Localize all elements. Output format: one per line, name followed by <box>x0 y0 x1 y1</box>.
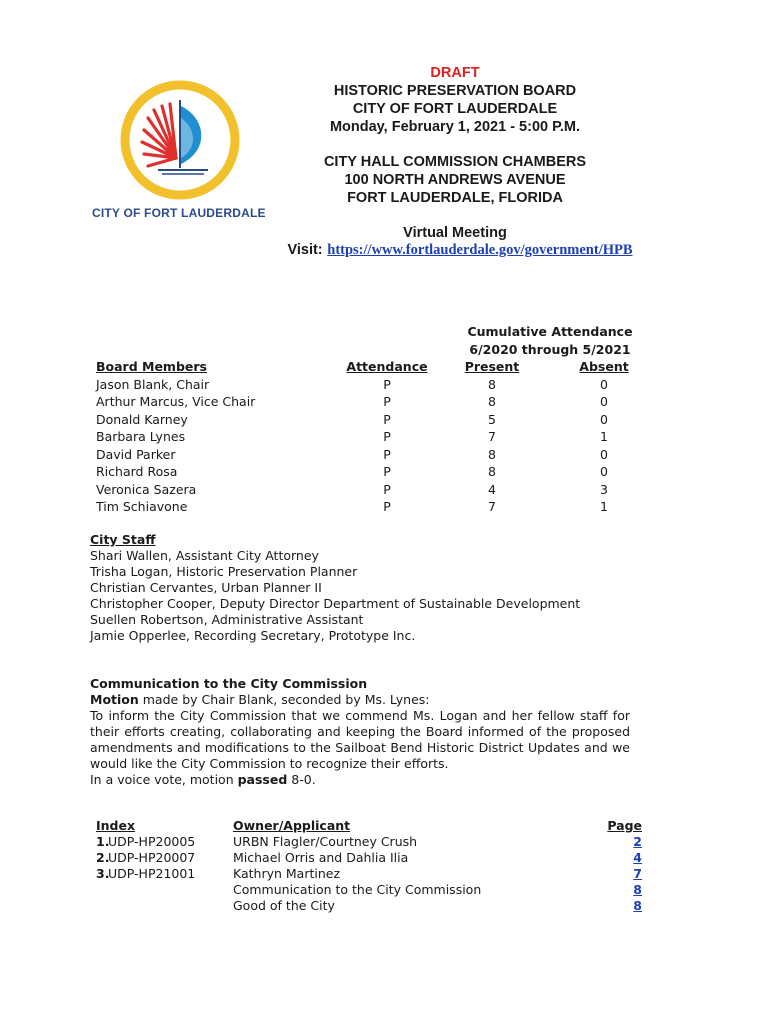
communication-section <box>90 676 630 788</box>
member-name: Donald Karney <box>96 411 188 427</box>
present-value: 8 <box>488 376 496 392</box>
city-name: CITY OF FORT LAUDERDALE <box>352 101 558 117</box>
owner-name: Good of the City <box>233 898 335 913</box>
vote-prefix: In a voice vote, motion <box>90 772 238 787</box>
owner-name: Michael Orris and Dahlia Ilia <box>233 850 409 865</box>
index-number: 1. <box>96 834 110 849</box>
absent-value: 0 <box>600 376 608 392</box>
absent-value: 0 <box>600 394 608 409</box>
index-code: UDP-HP20007 <box>108 850 196 865</box>
staff-title: City Staff <box>90 532 156 547</box>
absent-value: 0 <box>600 446 608 462</box>
motion-label: Motion <box>90 692 139 707</box>
page-link[interactable]: 8 <box>633 898 642 913</box>
index-header: Index <box>96 818 136 833</box>
page-header: Page <box>607 818 642 833</box>
attendance-value: P <box>383 376 391 392</box>
member-name: Tim Schiavone <box>96 499 188 514</box>
member-name: Arthur Marcus, Vice Chair <box>96 394 256 409</box>
board-name: HISTORIC PRESERVATION BOARD <box>333 83 577 99</box>
present-value: 5 <box>488 411 496 427</box>
vote-line <box>90 772 630 788</box>
cumulative-title: Cumulative Attendance <box>467 324 633 339</box>
vote-passed: passed <box>237 772 288 787</box>
index-number: 2. <box>96 850 110 865</box>
staff-member: Trisha Logan, Historic Preservation Planner <box>90 564 358 579</box>
attendance-column <box>345 358 429 516</box>
owner-column <box>233 818 533 914</box>
draft-label: DRAFT <box>430 65 480 81</box>
street: 100 NORTH ANDREWS AVENUE <box>344 172 566 188</box>
absent-value: 0 <box>600 464 608 479</box>
motion-line <box>90 692 630 708</box>
member-name: Veronica Sazera <box>96 481 197 497</box>
owner-name: Communication to the City Commission <box>233 882 482 897</box>
page-link[interactable]: 4 <box>633 850 642 865</box>
absent-value: 1 <box>600 429 608 444</box>
city-staff <box>90 532 650 644</box>
attendance-value: P <box>383 394 391 409</box>
cumulative-header <box>460 323 640 358</box>
present-value: 7 <box>488 429 496 444</box>
page-column <box>590 818 642 914</box>
header-block <box>270 64 640 242</box>
page-link[interactable]: 8 <box>633 882 642 897</box>
attendance-value: P <box>383 446 391 462</box>
motion-text: made by Chair Blank, seconded by Ms. Lynes: <box>138 692 430 707</box>
visit-link[interactable]: https://www.fortlauderdale.gov/government/HPB <box>327 242 633 258</box>
members-column <box>96 358 316 516</box>
present-value: 8 <box>488 446 496 462</box>
index-code: UDP-HP20005 <box>108 834 196 849</box>
visit-line <box>240 242 680 259</box>
absent-column <box>574 358 634 516</box>
owner-name: URBN Flagler/Courtney Crush <box>233 834 418 849</box>
present-value: 8 <box>488 394 496 409</box>
page-link[interactable]: 7 <box>633 866 642 881</box>
absent-value: 0 <box>600 411 608 427</box>
index-column <box>80 818 230 882</box>
present-value: 4 <box>488 481 496 497</box>
staff-member: Jamie Opperlee, Recording Secretary, Prototype Inc. <box>90 628 416 643</box>
attendance-value: P <box>383 429 391 444</box>
staff-member: Shari Wallen, Assistant City Attorney <box>90 548 319 563</box>
present-header: Present <box>464 359 520 374</box>
attendance-header: Attendance <box>346 359 428 374</box>
present-value: 8 <box>488 464 496 479</box>
venue: CITY HALL COMMISSION CHAMBERS <box>323 154 587 170</box>
index-code: UDP-HP21001 <box>108 866 196 881</box>
members-header: Board Members <box>96 359 207 374</box>
staff-member: Christian Cervantes, Urban Planner II <box>90 580 322 595</box>
attendance-value: P <box>383 481 391 497</box>
present-column <box>462 358 522 516</box>
staff-member: Christopher Cooper, Deputy Director Department of Sustainable Development <box>90 596 581 611</box>
city-logo <box>118 78 242 202</box>
visit-label: Visit: <box>287 242 323 258</box>
staff-member: Suellen Robertson, Administrative Assistant <box>90 612 364 627</box>
member-name: Barbara Lynes <box>96 429 186 444</box>
city-state: FORT LAUDERDALE, FLORIDA <box>347 190 563 206</box>
present-value: 7 <box>488 499 496 514</box>
attendance-value: P <box>383 499 391 514</box>
vote-suffix: 8-0. <box>287 772 316 787</box>
owner-header: Owner/Applicant <box>233 818 351 833</box>
index-row <box>80 834 230 850</box>
member-name: Jason Blank, Chair <box>96 376 210 392</box>
virtual-meeting: Virtual Meeting <box>403 225 507 241</box>
member-name: Richard Rosa <box>96 464 178 479</box>
cumulative-range: 6/2020 through 5/2021 <box>469 341 631 357</box>
absent-value: 3 <box>600 481 608 497</box>
index-number: 3. <box>96 866 110 881</box>
communication-title: Communication to the City Commission <box>90 676 368 691</box>
index-row <box>80 866 230 882</box>
index-row <box>80 850 230 866</box>
meeting-datetime: Monday, February 1, 2021 - 5:00 P.M. <box>329 119 581 135</box>
absent-header: Absent <box>579 359 629 374</box>
owner-name: Kathryn Martinez <box>233 866 341 881</box>
attendance-value: P <box>383 411 391 427</box>
logo-text: CITY OF FORT LAUDERDALE <box>92 206 266 220</box>
absent-value: 1 <box>600 499 608 514</box>
page-link[interactable]: 2 <box>633 834 642 849</box>
attendance-value: P <box>383 464 391 479</box>
member-name: David Parker <box>96 446 176 462</box>
communication-body: To inform the City Commission that we commend Ms. Logan and her fellow staff for their efforts creating, collaborating and keeping the Board informed of the proposed amendments and modifications to the Sailboat Bend Historic District Updates and we would like the City Commission to recognize their efforts. <box>90 708 630 771</box>
